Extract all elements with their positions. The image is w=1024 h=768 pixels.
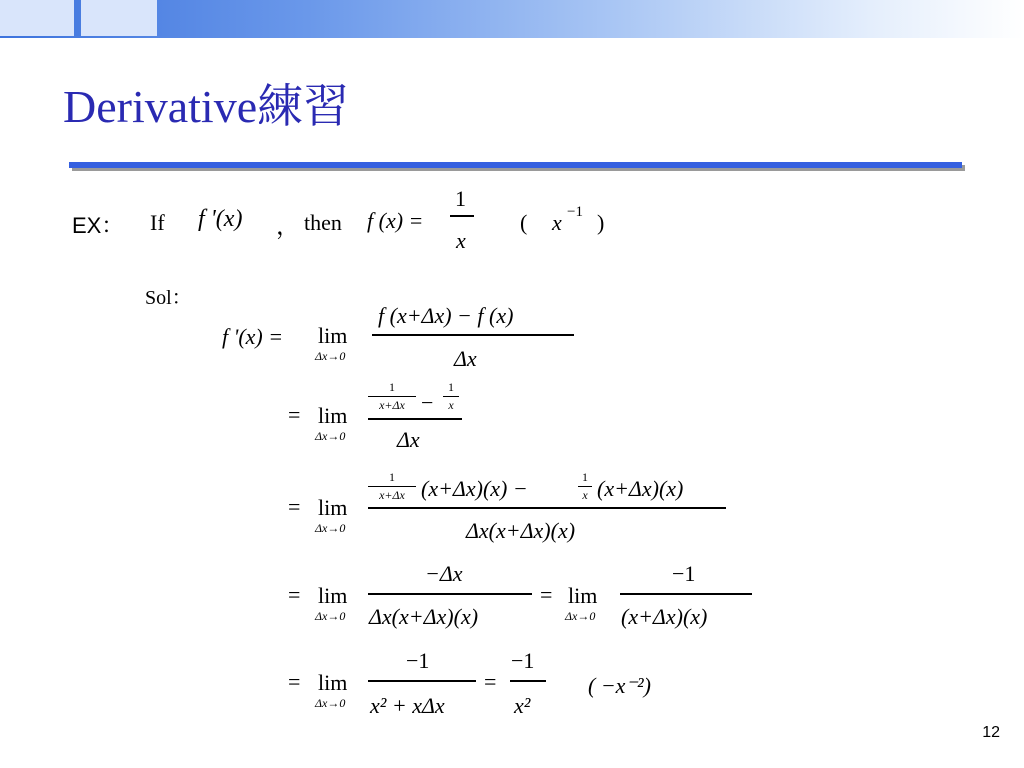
step5-hint: ( −x⁻²) — [588, 673, 651, 698]
step5-equals: = — [288, 669, 301, 694]
step1-numerator: f (x+Δx) − f (x) — [378, 303, 514, 328]
fraction-denominator: x — [456, 228, 466, 253]
small-denominator: x — [448, 398, 454, 412]
small-fraction — [443, 380, 459, 413]
step4-denominator: Δx(x+Δx)(x) — [369, 604, 479, 629]
step5-equals-2: = — [484, 669, 497, 694]
step1-denominator: Δx — [454, 346, 477, 371]
fraction-numerator: 1 — [455, 186, 466, 211]
slide-title: Derivative練習 — [63, 81, 350, 132]
step1-lhs: f '(x) = — [222, 324, 284, 349]
lim-subscript: Δx→0 — [565, 609, 596, 623]
lim-word: lim — [318, 583, 348, 608]
page-number: 12 — [982, 724, 1000, 741]
lim-word: lim — [318, 670, 348, 695]
step2-equals: = — [288, 402, 301, 427]
step4-denominator-2: (x+Δx)(x) — [621, 604, 708, 629]
step5-fraction-bar — [368, 680, 476, 682]
step1-fraction-bar — [372, 334, 574, 336]
step3-term2: (x+Δx)(x) — [597, 476, 684, 501]
small-fraction — [368, 470, 416, 503]
header-block — [81, 0, 157, 36]
small-denominator: x+Δx — [379, 488, 405, 502]
then-word: then — [304, 210, 342, 235]
hint-close: ) — [597, 210, 605, 235]
step4-fraction-bar-2 — [620, 593, 752, 595]
small-denominator: x — [582, 488, 588, 502]
step4-equals: = — [288, 582, 301, 607]
step4-numerator: −Δx — [425, 561, 463, 586]
step3-term1: (x+Δx)(x) − — [421, 476, 528, 501]
lim-subscript: Δx→0 — [315, 349, 346, 363]
step4-fraction-bar — [368, 593, 532, 595]
hint-exponent: −1 — [567, 204, 583, 220]
step3-denominator: Δx(x+Δx)(x) — [466, 518, 576, 543]
lim-subscript: Δx→0 — [315, 429, 346, 443]
small-numerator: 1 — [582, 470, 588, 484]
lim-subscript: Δx→0 — [315, 521, 346, 535]
small-fraction — [368, 380, 416, 413]
fprime-expression: f '(x) — [198, 206, 243, 232]
small-numerator: 1 — [448, 380, 454, 394]
step4-equals-2: = — [540, 582, 553, 607]
hint-base: x — [552, 210, 562, 235]
small-fraction-bar — [368, 486, 416, 487]
title-rule — [69, 162, 962, 168]
lim-word: lim — [318, 323, 348, 348]
lim-subscript: Δx→0 — [315, 609, 346, 623]
if-word: If — [150, 210, 165, 235]
header-block — [0, 0, 74, 36]
small-fraction-bar — [368, 396, 416, 397]
step5-denominator: x² + xΔx — [370, 693, 445, 718]
step5-denominator-2: x² — [514, 693, 531, 718]
step3-equals: = — [288, 494, 301, 519]
small-denominator: x+Δx — [379, 398, 405, 412]
example-prefix: EX： — [72, 213, 124, 238]
step2-denominator: Δx — [397, 427, 420, 452]
lim-subscript: Δx→0 — [315, 696, 346, 710]
step5-fraction-bar-2 — [510, 680, 546, 682]
small-numerator: 1 — [389, 470, 395, 484]
small-fraction-bar — [443, 396, 459, 397]
small-fraction-bar — [578, 486, 592, 487]
step4-numerator-2: −1 — [672, 561, 696, 586]
f-lhs: f (x) = — [367, 208, 424, 233]
step5-numerator: −1 — [406, 648, 430, 673]
fraction-bar — [450, 215, 474, 217]
step2-fraction-bar — [368, 418, 462, 420]
comma: ， — [276, 214, 300, 240]
minus-sign: − — [421, 390, 434, 415]
hint-open: ( — [520, 210, 528, 235]
lim-word: lim — [318, 495, 348, 520]
lim-word: lim — [568, 583, 598, 608]
step3-fraction-bar — [368, 507, 726, 509]
small-numerator: 1 — [389, 380, 395, 394]
small-fraction — [578, 470, 592, 503]
lim-word: lim — [318, 403, 348, 428]
solution-label: Sol： — [145, 287, 192, 309]
step5-numerator-2: −1 — [511, 648, 535, 673]
